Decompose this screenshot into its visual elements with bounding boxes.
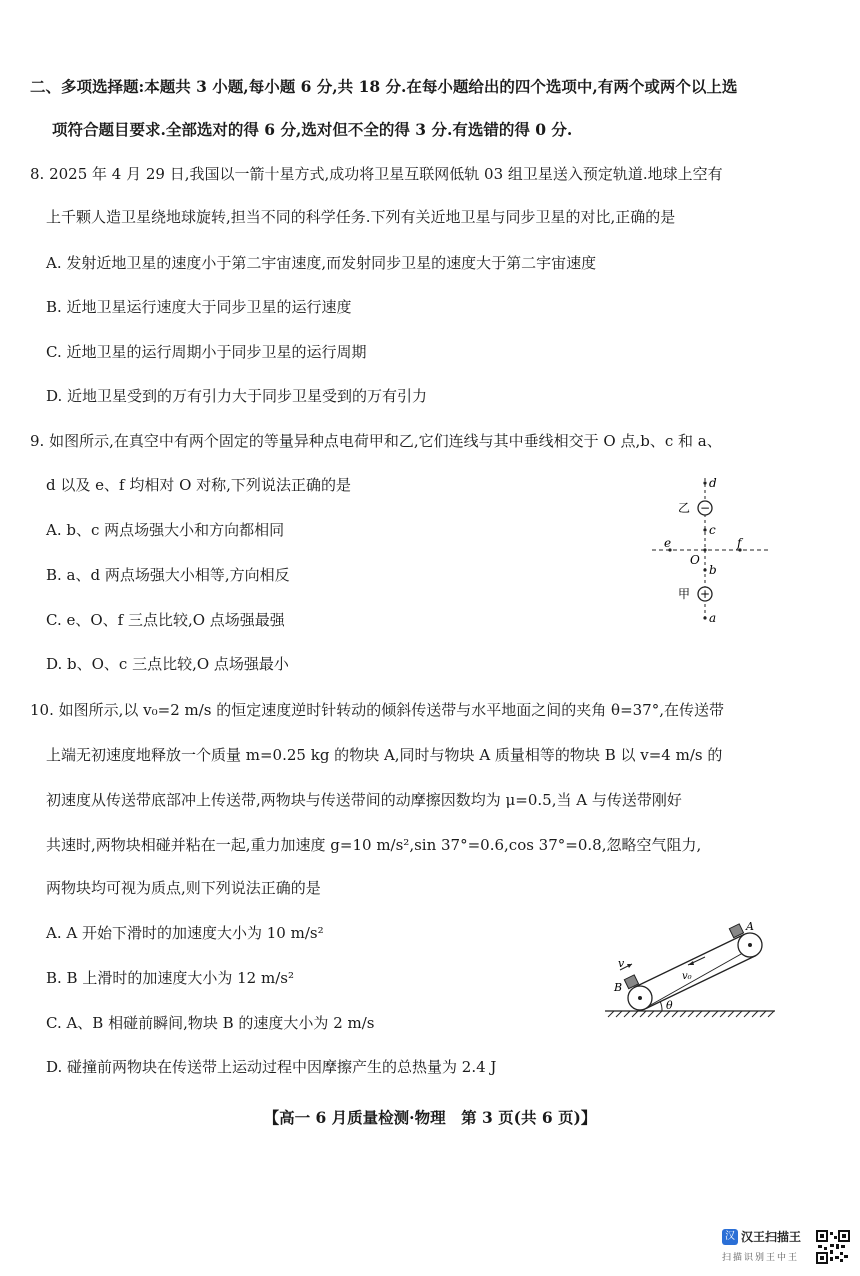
q9-option-a: A. b、c 两点场强大小和方向都相同 <box>46 521 285 539</box>
q9-label-jia: 甲 <box>678 587 691 601</box>
q10-stem-line2: 上端无初速度地释放一个质量 m=0.25 kg 的物块 A,同时与物块 A 质量相等的物块 B 以 v=4 m/s 的 <box>46 746 723 764</box>
q10-bottom-roller-axle <box>638 996 642 1000</box>
q9-point-b <box>703 568 706 571</box>
q8-option-d: D. 近地卫星受到的万有引力大于同步卫星受到的万有引力 <box>46 387 428 405</box>
q9-label-O: O <box>690 553 700 567</box>
q8-option-b: B. 近地卫星运行速度大于同步卫星的运行速度 <box>46 298 352 316</box>
q9-stem-line1: 9. 如图所示,在真空中有两个固定的等量异种点电荷甲和乙,它们连线与其中垂线相交于 O 点,b、c 和 a、 <box>30 432 722 450</box>
q10-theta-arc <box>660 1001 662 1011</box>
q9-point-d <box>703 481 706 484</box>
q10-option-b: B. B 上滑时的加速度大小为 12 m/s² <box>46 969 294 987</box>
scanner-slogan: 扫描识别王中王 <box>722 1253 800 1263</box>
q8-option-a: A. 发射近地卫星的速度小于第二宇宙速度,而发射同步卫星的速度大于第二宇宙速度 <box>46 254 597 272</box>
scanner-logo-icon: 汉 <box>722 1229 738 1245</box>
q9-option-c: C. e、O、f 三点比较,O 点场强最强 <box>46 611 285 629</box>
section-heading-line1: 二、多项选择题:本题共 3 小题,每小题 6 分,共 18 分.在每小题给出的四个选项中,有两个或两个以上选 <box>30 77 738 96</box>
q10-label-B: B <box>614 981 623 994</box>
q10-option-a: A. A 开始下滑时的加速度大小为 10 m/s² <box>46 924 324 942</box>
q10-conveyor-diagram <box>600 915 780 1025</box>
q10-ground-hatching <box>608 1011 774 1017</box>
q8-stem-line2: 上千颗人造卫星绕地球旋转,担当不同的科学任务.下列有关近地卫星与同步卫星的对比,正确的是 <box>46 208 676 226</box>
scanner-badge <box>722 1226 812 1266</box>
q10-label-v0: v₀ <box>682 971 692 982</box>
q9-label-e: e <box>664 536 672 550</box>
scanner-name: 汉王扫描王 <box>741 1230 802 1244</box>
q10-stem-line3: 初速度从传送带底部冲上传送带,两物块与传送带间的动摩擦因数均为 μ=0.5,当 A 与传送带刚好 <box>46 791 682 809</box>
q9-label-c: c <box>709 523 716 537</box>
q9-point-c <box>703 528 706 531</box>
q10-label-v: v <box>618 957 625 970</box>
q10-top-roller-axle <box>748 943 752 947</box>
section-heading-line2: 项符合题目要求.全部选对的得 6 分,选对但不全的得 3 分.有选错的得 0 分. <box>52 120 573 139</box>
q9-label-yi: 乙 <box>678 501 691 515</box>
q9-minus-sign: − <box>699 501 711 515</box>
page-footer: 【高一 6 月质量检测·物理 第 3 页(共 6 页)】 <box>263 1108 597 1127</box>
q10-stem-line1: 10. 如图所示,以 v₀=2 m/s 的恒定速度逆时针转动的倾斜传送带与水平地面之间的夹角 θ=37°,在传送带 <box>30 701 724 719</box>
q9-label-d: d <box>709 476 717 490</box>
q10-label-theta: θ <box>666 999 673 1012</box>
q9-plus-sign: + <box>699 587 711 601</box>
q9-label-f: f <box>737 536 742 550</box>
q9-option-d: D. b、O、c 三点比较,O 点场强最小 <box>46 655 289 673</box>
qr-code-icon <box>816 1230 850 1264</box>
q9-option-b: B. a、d 两点场强大小相等,方向相反 <box>46 566 290 584</box>
q9-point-O <box>703 548 706 551</box>
q10-option-c: C. A、B 相碰前瞬间,物块 B 的速度大小为 2 m/s <box>46 1014 375 1032</box>
q9-charge-diagram <box>650 470 780 630</box>
q9-label-a: a <box>709 611 717 625</box>
q10-stem-line5: 两物块均可视为质点,则下列说法正确的是 <box>46 879 321 897</box>
q8-stem-line1: 8. 2025 年 4 月 29 日,我国以一箭十星方式,成功将卫星互联网低轨 03 组卫星送入预定轨道.地球上空有 <box>30 165 723 183</box>
q10-stem-line4: 共速时,两物块相碰并粘在一起,重力加速度 g=10 m/s²,sin 37°=0.6,cos 37°=0.8,忽略空气阻力, <box>46 836 702 854</box>
q8-option-c: C. 近地卫星的运行周期小于同步卫星的运行周期 <box>46 343 367 361</box>
q10-label-A: A <box>746 920 754 933</box>
q9-label-b: b <box>709 563 717 577</box>
q9-stem-line2: d 以及 e、f 均相对 O 对称,下列说法正确的是 <box>46 476 351 494</box>
q10-option-d: D. 碰撞前两物块在传送带上运动过程中因摩擦产生的总热量为 2.4 J <box>46 1058 497 1076</box>
q9-point-a <box>703 616 706 619</box>
q10-belt-lower <box>646 956 756 1009</box>
